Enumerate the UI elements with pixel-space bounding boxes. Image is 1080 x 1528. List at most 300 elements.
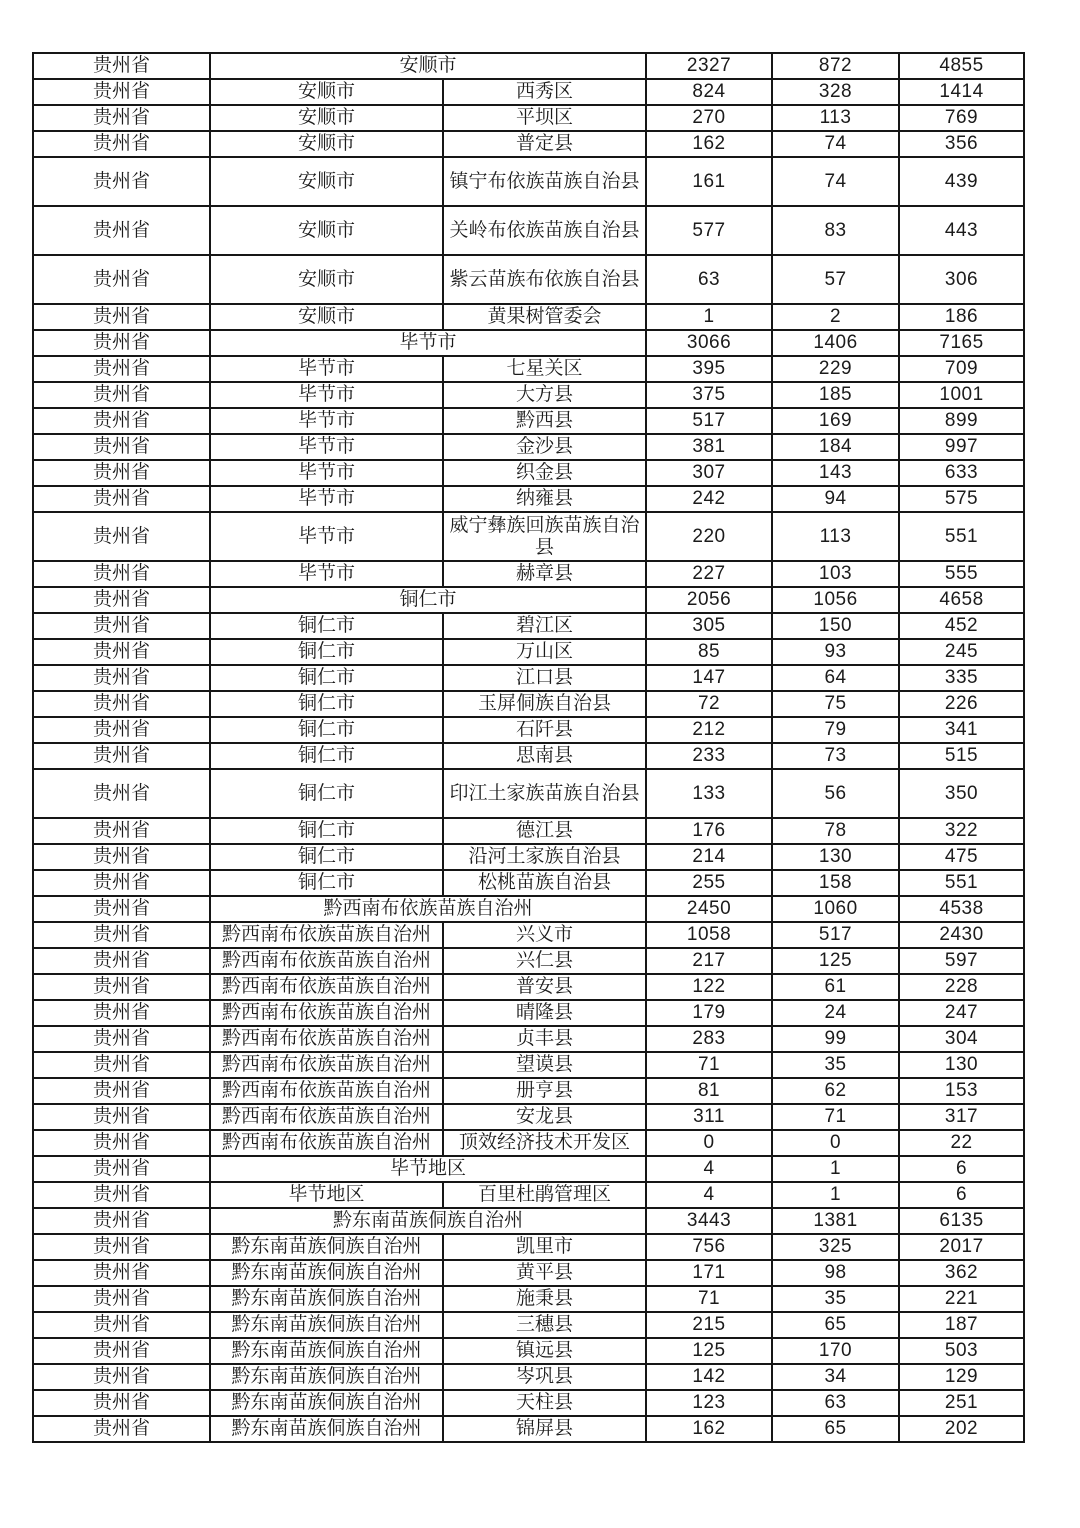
table-row [33,460,1024,486]
value-cell-2: 1406 [772,330,899,356]
county-cell: 顶效经济技术开发区 [443,1130,646,1156]
city-cell: 安顺市 [210,255,443,304]
table-row [33,844,1024,870]
value-cell-1: 220 [646,512,772,561]
value-cell-3: 350 [899,769,1024,818]
province-cell: 贵州省 [33,818,210,844]
table-row [33,105,1024,131]
region-statistics-table [32,52,1025,1443]
value-cell-1: 395 [646,356,772,382]
city-cell: 黔西南布依族苗族自治州 [210,1026,443,1052]
value-cell-3: 7165 [899,330,1024,356]
table-row [33,561,1024,587]
province-cell: 贵州省 [33,974,210,1000]
value-cell-3: 304 [899,1026,1024,1052]
table-row [33,486,1024,512]
value-cell-1: 756 [646,1234,772,1260]
province-cell: 贵州省 [33,1104,210,1130]
province-cell: 贵州省 [33,1338,210,1364]
value-cell-2: 517 [772,922,899,948]
province-cell: 贵州省 [33,157,210,206]
value-cell-3: 551 [899,512,1024,561]
value-cell-3: 129 [899,1364,1024,1390]
city-cell: 黔西南布依族苗族自治州 [210,1104,443,1130]
county-cell: 织金县 [443,460,646,486]
value-cell-1: 824 [646,79,772,105]
value-cell-1: 171 [646,1260,772,1286]
table-row [33,613,1024,639]
province-cell: 贵州省 [33,743,210,769]
value-cell-3: 322 [899,818,1024,844]
value-cell-3: 226 [899,691,1024,717]
value-cell-2: 125 [772,948,899,974]
province-cell: 贵州省 [33,434,210,460]
value-cell-3: 452 [899,613,1024,639]
value-cell-1: 71 [646,1052,772,1078]
table-row [33,1078,1024,1104]
county-cell: 施秉县 [443,1286,646,1312]
county-cell: 七星关区 [443,356,646,382]
city-cell: 铜仁市 [210,870,443,896]
city-cell: 黔西南布依族苗族自治州 [210,1078,443,1104]
value-cell-2: 62 [772,1078,899,1104]
city-cell: 安顺市 [210,157,443,206]
province-cell: 贵州省 [33,1208,210,1234]
value-cell-3: 6135 [899,1208,1024,1234]
value-cell-2: 113 [772,105,899,131]
county-cell: 普定县 [443,131,646,157]
value-cell-2: 79 [772,717,899,743]
city-cell: 毕节市 [210,434,443,460]
city-cell: 毕节市 [210,356,443,382]
value-cell-3: 597 [899,948,1024,974]
province-cell: 贵州省 [33,1000,210,1026]
value-cell-2: 98 [772,1260,899,1286]
value-cell-3: 130 [899,1052,1024,1078]
value-cell-2: 325 [772,1234,899,1260]
value-cell-1: 305 [646,613,772,639]
city-cell: 铜仁市 [210,844,443,870]
value-cell-3: 997 [899,434,1024,460]
city-cell: 铜仁市 [210,818,443,844]
county-cell: 西秀区 [443,79,646,105]
value-cell-3: 439 [899,157,1024,206]
value-cell-1: 81 [646,1078,772,1104]
province-cell: 贵州省 [33,1026,210,1052]
city-cell: 黔西南布依族苗族自治州 [210,974,443,1000]
province-cell: 贵州省 [33,105,210,131]
value-cell-1: 3443 [646,1208,772,1234]
value-cell-1: 283 [646,1026,772,1052]
county-cell: 紫云苗族布依族自治县 [443,255,646,304]
city-total-cell: 毕节地区 [210,1156,646,1182]
table-row [33,1234,1024,1260]
province-cell: 贵州省 [33,304,210,330]
value-cell-1: 233 [646,743,772,769]
county-cell: 石阡县 [443,717,646,743]
value-cell-2: 229 [772,356,899,382]
county-cell: 普安县 [443,974,646,1000]
value-cell-2: 158 [772,870,899,896]
county-cell: 兴义市 [443,922,646,948]
province-cell: 贵州省 [33,131,210,157]
county-cell: 岑巩县 [443,1364,646,1390]
county-cell: 玉屏侗族自治县 [443,691,646,717]
city-total-cell: 黔西南布依族苗族自治州 [210,896,646,922]
table-body [33,53,1024,1442]
table-row [33,818,1024,844]
value-cell-3: 475 [899,844,1024,870]
value-cell-2: 130 [772,844,899,870]
province-cell: 贵州省 [33,1364,210,1390]
province-cell: 贵州省 [33,1156,210,1182]
county-cell: 平坝区 [443,105,646,131]
value-cell-2: 169 [772,408,899,434]
value-cell-2: 113 [772,512,899,561]
city-total-cell: 毕节市 [210,330,646,356]
city-cell: 黔东南苗族侗族自治州 [210,1234,443,1260]
county-cell: 锦屏县 [443,1416,646,1442]
table-row [33,922,1024,948]
county-cell: 贞丰县 [443,1026,646,1052]
city-cell: 黔东南苗族侗族自治州 [210,1260,443,1286]
province-cell: 贵州省 [33,1130,210,1156]
city-cell: 黔西南布依族苗族自治州 [210,1000,443,1026]
province-cell: 贵州省 [33,512,210,561]
table-row [33,131,1024,157]
value-cell-2: 73 [772,743,899,769]
value-cell-1: 161 [646,157,772,206]
value-cell-3: 555 [899,561,1024,587]
value-cell-3: 2017 [899,1234,1024,1260]
value-cell-2: 57 [772,255,899,304]
value-cell-1: 72 [646,691,772,717]
value-cell-1: 381 [646,434,772,460]
value-cell-2: 75 [772,691,899,717]
value-cell-2: 1 [772,1182,899,1208]
value-cell-2: 99 [772,1026,899,1052]
table-row [33,1000,1024,1026]
value-cell-3: 341 [899,717,1024,743]
city-cell: 黔东南苗族侗族自治州 [210,1312,443,1338]
county-cell: 黔西县 [443,408,646,434]
province-cell: 贵州省 [33,613,210,639]
table-row [33,1416,1024,1442]
province-cell: 贵州省 [33,79,210,105]
table-row [33,717,1024,743]
value-cell-3: 769 [899,105,1024,131]
value-cell-2: 63 [772,1390,899,1416]
value-cell-1: 4 [646,1182,772,1208]
city-cell: 铜仁市 [210,769,443,818]
table-row [33,1208,1024,1234]
value-cell-1: 162 [646,131,772,157]
province-cell: 贵州省 [33,769,210,818]
city-cell: 毕节市 [210,408,443,434]
value-cell-3: 6 [899,1182,1024,1208]
table-row [33,206,1024,255]
value-cell-3: 6 [899,1156,1024,1182]
province-cell: 贵州省 [33,1182,210,1208]
province-cell: 贵州省 [33,922,210,948]
county-cell: 黄果树管委会 [443,304,646,330]
value-cell-2: 64 [772,665,899,691]
city-cell: 黔东南苗族侗族自治州 [210,1390,443,1416]
province-cell: 贵州省 [33,1416,210,1442]
city-cell: 铜仁市 [210,691,443,717]
value-cell-2: 74 [772,131,899,157]
value-cell-3: 503 [899,1338,1024,1364]
value-cell-1: 307 [646,460,772,486]
value-cell-3: 4658 [899,587,1024,613]
province-cell: 贵州省 [33,206,210,255]
value-cell-3: 335 [899,665,1024,691]
value-cell-2: 56 [772,769,899,818]
city-cell: 黔东南苗族侗族自治州 [210,1338,443,1364]
city-cell: 安顺市 [210,105,443,131]
value-cell-3: 187 [899,1312,1024,1338]
city-cell: 黔东南苗族侗族自治州 [210,1286,443,1312]
province-cell: 贵州省 [33,356,210,382]
province-cell: 贵州省 [33,1052,210,1078]
value-cell-1: 0 [646,1130,772,1156]
city-cell: 铜仁市 [210,743,443,769]
city-total-cell: 安顺市 [210,53,646,79]
value-cell-3: 362 [899,1260,1024,1286]
county-cell: 安龙县 [443,1104,646,1130]
value-cell-1: 242 [646,486,772,512]
city-cell: 黔西南布依族苗族自治州 [210,922,443,948]
value-cell-3: 153 [899,1078,1024,1104]
city-cell: 安顺市 [210,206,443,255]
county-cell: 册亨县 [443,1078,646,1104]
value-cell-1: 2056 [646,587,772,613]
table-row [33,356,1024,382]
value-cell-2: 65 [772,1312,899,1338]
value-cell-2: 872 [772,53,899,79]
table-row [33,1026,1024,1052]
value-cell-3: 2430 [899,922,1024,948]
value-cell-1: 122 [646,974,772,1000]
city-cell: 安顺市 [210,131,443,157]
city-total-cell: 黔东南苗族侗族自治州 [210,1208,646,1234]
table-row [33,304,1024,330]
county-cell: 三穗县 [443,1312,646,1338]
province-cell: 贵州省 [33,896,210,922]
province-cell: 贵州省 [33,948,210,974]
value-cell-2: 61 [772,974,899,1000]
table-row [33,639,1024,665]
value-cell-2: 328 [772,79,899,105]
value-cell-1: 2450 [646,896,772,922]
city-cell: 毕节市 [210,486,443,512]
value-cell-2: 1056 [772,587,899,613]
value-cell-2: 74 [772,157,899,206]
table-row [33,255,1024,304]
county-cell: 威宁彝族回族苗族自治县 [443,512,646,561]
value-cell-2: 143 [772,460,899,486]
value-cell-2: 65 [772,1416,899,1442]
city-cell: 毕节市 [210,382,443,408]
province-cell: 贵州省 [33,844,210,870]
value-cell-3: 247 [899,1000,1024,1026]
province-cell: 贵州省 [33,587,210,613]
city-cell: 毕节市 [210,460,443,486]
value-cell-3: 443 [899,206,1024,255]
value-cell-2: 150 [772,613,899,639]
value-cell-1: 227 [646,561,772,587]
value-cell-3: 245 [899,639,1024,665]
province-cell: 贵州省 [33,717,210,743]
value-cell-2: 1381 [772,1208,899,1234]
value-cell-1: 176 [646,818,772,844]
county-cell: 晴隆县 [443,1000,646,1026]
value-cell-2: 71 [772,1104,899,1130]
county-cell: 纳雍县 [443,486,646,512]
value-cell-1: 577 [646,206,772,255]
province-cell: 贵州省 [33,870,210,896]
value-cell-1: 217 [646,948,772,974]
value-cell-2: 94 [772,486,899,512]
table-row [33,1260,1024,1286]
county-cell: 百里杜鹃管理区 [443,1182,646,1208]
province-cell: 贵州省 [33,460,210,486]
table-row [33,691,1024,717]
county-cell: 金沙县 [443,434,646,460]
value-cell-3: 306 [899,255,1024,304]
city-cell: 安顺市 [210,79,443,105]
value-cell-3: 4538 [899,896,1024,922]
value-cell-2: 35 [772,1286,899,1312]
table-row [33,157,1024,206]
county-cell: 印江土家族苗族自治县 [443,769,646,818]
county-cell: 沿河土家族自治县 [443,844,646,870]
province-cell: 贵州省 [33,1286,210,1312]
province-cell: 贵州省 [33,1390,210,1416]
value-cell-1: 1058 [646,922,772,948]
city-total-cell: 铜仁市 [210,587,646,613]
value-cell-1: 375 [646,382,772,408]
value-cell-3: 22 [899,1130,1024,1156]
value-cell-1: 85 [646,639,772,665]
city-cell: 黔西南布依族苗族自治州 [210,1052,443,1078]
value-cell-1: 123 [646,1390,772,1416]
value-cell-3: 899 [899,408,1024,434]
value-cell-2: 1 [772,1156,899,1182]
county-cell: 镇宁布依族苗族自治县 [443,157,646,206]
table-row [33,1052,1024,1078]
province-cell: 贵州省 [33,486,210,512]
value-cell-3: 575 [899,486,1024,512]
value-cell-1: 147 [646,665,772,691]
value-cell-1: 214 [646,844,772,870]
value-cell-1: 2327 [646,53,772,79]
value-cell-1: 125 [646,1338,772,1364]
value-cell-1: 142 [646,1364,772,1390]
value-cell-1: 311 [646,1104,772,1130]
table-row [33,1286,1024,1312]
city-cell: 黔东南苗族侗族自治州 [210,1364,443,1390]
province-cell: 贵州省 [33,561,210,587]
value-cell-1: 63 [646,255,772,304]
value-cell-1: 179 [646,1000,772,1026]
province-cell: 贵州省 [33,1312,210,1338]
county-cell: 江口县 [443,665,646,691]
county-cell: 关岭布依族苗族自治县 [443,206,646,255]
province-cell: 贵州省 [33,691,210,717]
city-cell: 毕节市 [210,561,443,587]
province-cell: 贵州省 [33,1234,210,1260]
county-cell: 凯里市 [443,1234,646,1260]
value-cell-1: 215 [646,1312,772,1338]
value-cell-3: 4855 [899,53,1024,79]
value-cell-2: 0 [772,1130,899,1156]
value-cell-2: 34 [772,1364,899,1390]
county-cell: 碧江区 [443,613,646,639]
table-row [33,1130,1024,1156]
table-row [33,512,1024,561]
province-cell: 贵州省 [33,1260,210,1286]
value-cell-1: 133 [646,769,772,818]
value-cell-3: 1001 [899,382,1024,408]
value-cell-1: 1 [646,304,772,330]
table-row [33,1156,1024,1182]
province-cell: 贵州省 [33,1078,210,1104]
county-cell: 德江县 [443,818,646,844]
value-cell-3: 228 [899,974,1024,1000]
county-cell: 望谟县 [443,1052,646,1078]
city-cell: 黔西南布依族苗族自治州 [210,948,443,974]
value-cell-3: 186 [899,304,1024,330]
table-row [33,1390,1024,1416]
value-cell-1: 517 [646,408,772,434]
county-cell: 兴仁县 [443,948,646,974]
county-cell: 大方县 [443,382,646,408]
value-cell-1: 4 [646,1156,772,1182]
city-cell: 黔西南布依族苗族自治州 [210,1130,443,1156]
city-cell: 铜仁市 [210,613,443,639]
value-cell-2: 1060 [772,896,899,922]
value-cell-1: 71 [646,1286,772,1312]
value-cell-2: 170 [772,1338,899,1364]
value-cell-1: 162 [646,1416,772,1442]
table-row [33,1182,1024,1208]
province-cell: 贵州省 [33,330,210,356]
value-cell-3: 221 [899,1286,1024,1312]
province-cell: 贵州省 [33,53,210,79]
table-row [33,330,1024,356]
city-cell: 铜仁市 [210,639,443,665]
county-cell: 万山区 [443,639,646,665]
value-cell-3: 551 [899,870,1024,896]
county-cell: 镇远县 [443,1338,646,1364]
city-cell: 铜仁市 [210,665,443,691]
value-cell-2: 103 [772,561,899,587]
value-cell-3: 1414 [899,79,1024,105]
table-row [33,665,1024,691]
table-row [33,870,1024,896]
table-row [33,53,1024,79]
value-cell-3: 709 [899,356,1024,382]
table-row [33,382,1024,408]
table-row [33,896,1024,922]
value-cell-3: 633 [899,460,1024,486]
value-cell-3: 356 [899,131,1024,157]
province-cell: 贵州省 [33,382,210,408]
table-row [33,1364,1024,1390]
value-cell-2: 185 [772,382,899,408]
table-row [33,1312,1024,1338]
